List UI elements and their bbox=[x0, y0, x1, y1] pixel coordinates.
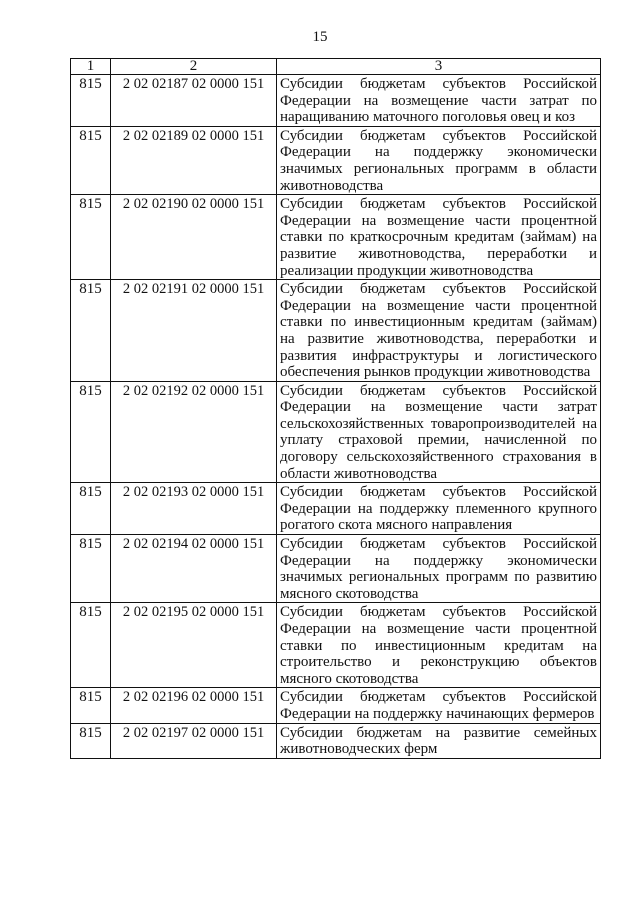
admin-code-cell: 815 bbox=[71, 75, 111, 127]
admin-code-cell: 815 bbox=[71, 535, 111, 603]
description-cell: Субсидии бюджетам субъектов Российской Федерации на возмещение части процентной ставки по инвестиционным кредитам на строительство и реконструкцию объектов мясного скотоводства bbox=[277, 603, 601, 688]
table-row bbox=[71, 75, 601, 127]
budget-classification-table bbox=[70, 58, 601, 759]
table-row bbox=[71, 535, 601, 603]
budget-code-cell: 2 02 02189 02 0000 151 bbox=[111, 126, 277, 194]
description-cell: Субсидии бюджетам субъектов Российской Федерации на поддержку племенного крупного рогатого скота мясного направления bbox=[277, 483, 601, 535]
table-row bbox=[71, 280, 601, 382]
description-cell: Субсидии бюджетам субъектов Российской Федерации на возмещение части затрат по наращиванию маточного поголовья овец и коз bbox=[277, 75, 601, 127]
column-header-2: 2 bbox=[111, 59, 277, 75]
admin-code-cell: 815 bbox=[71, 483, 111, 535]
description-cell: Субсидии бюджетам субъектов Российской Федерации на возмещение части процентной ставки по инвестиционным кредитам (займам) на развитие животноводства, переработки и развития инфраструктуры и логистического обеспечения рынков продукции животноводства bbox=[277, 280, 601, 382]
budget-code-cell: 2 02 02192 02 0000 151 bbox=[111, 381, 277, 483]
table-row bbox=[71, 688, 601, 723]
budget-code-cell: 2 02 02190 02 0000 151 bbox=[111, 195, 277, 280]
budget-code-cell: 2 02 02197 02 0000 151 bbox=[111, 723, 277, 758]
table-row bbox=[71, 381, 601, 483]
admin-code-cell: 815 bbox=[71, 381, 111, 483]
admin-code-cell: 815 bbox=[71, 723, 111, 758]
budget-code-cell: 2 02 02193 02 0000 151 bbox=[111, 483, 277, 535]
table-row bbox=[71, 723, 601, 758]
page-number: 15 bbox=[312, 29, 328, 45]
description-cell: Субсидии бюджетам на развитие семейных животноводческих ферм bbox=[277, 723, 601, 758]
table-row bbox=[71, 483, 601, 535]
table-header-row bbox=[71, 59, 601, 75]
admin-code-cell: 815 bbox=[71, 195, 111, 280]
description-cell: Субсидии бюджетам субъектов Российской Федерации на поддержку экономически значимых региональных программ в области животноводства bbox=[277, 126, 601, 194]
admin-code-cell: 815 bbox=[71, 126, 111, 194]
description-cell: Субсидии бюджетам субъектов Российской Федерации на возмещение части процентной ставки по краткосрочным кредитам (займам) на развитие животноводства, переработки и реализации продукции животноводства bbox=[277, 195, 601, 280]
column-header-1: 1 bbox=[71, 59, 111, 75]
description-cell: Субсидии бюджетам субъектов Российской Федерации на поддержку экономически значимых региональных программ по развитию мясного скотоводства bbox=[277, 535, 601, 603]
admin-code-cell: 815 bbox=[71, 603, 111, 688]
budget-code-cell: 2 02 02195 02 0000 151 bbox=[111, 603, 277, 688]
budget-code-cell: 2 02 02191 02 0000 151 bbox=[111, 280, 277, 382]
table-row bbox=[71, 126, 601, 194]
table-row bbox=[71, 603, 601, 688]
admin-code-cell: 815 bbox=[71, 688, 111, 723]
budget-code-cell: 2 02 02196 02 0000 151 bbox=[111, 688, 277, 723]
column-header-3: 3 bbox=[277, 59, 601, 75]
admin-code-cell: 815 bbox=[71, 280, 111, 382]
budget-code-cell: 2 02 02194 02 0000 151 bbox=[111, 535, 277, 603]
table-row bbox=[71, 195, 601, 280]
budget-code-cell: 2 02 02187 02 0000 151 bbox=[111, 75, 277, 127]
description-cell: Субсидии бюджетам субъектов Российской Федерации на возмещение части затрат сельскохозяйственных товаропроизводителей на уплату страховой премии, начисленной по договору сельскохозяйственного страхования в области животноводства bbox=[277, 381, 601, 483]
description-cell: Субсидии бюджетам субъектов Российской Федерации на поддержку начинающих фермеров bbox=[277, 688, 601, 723]
